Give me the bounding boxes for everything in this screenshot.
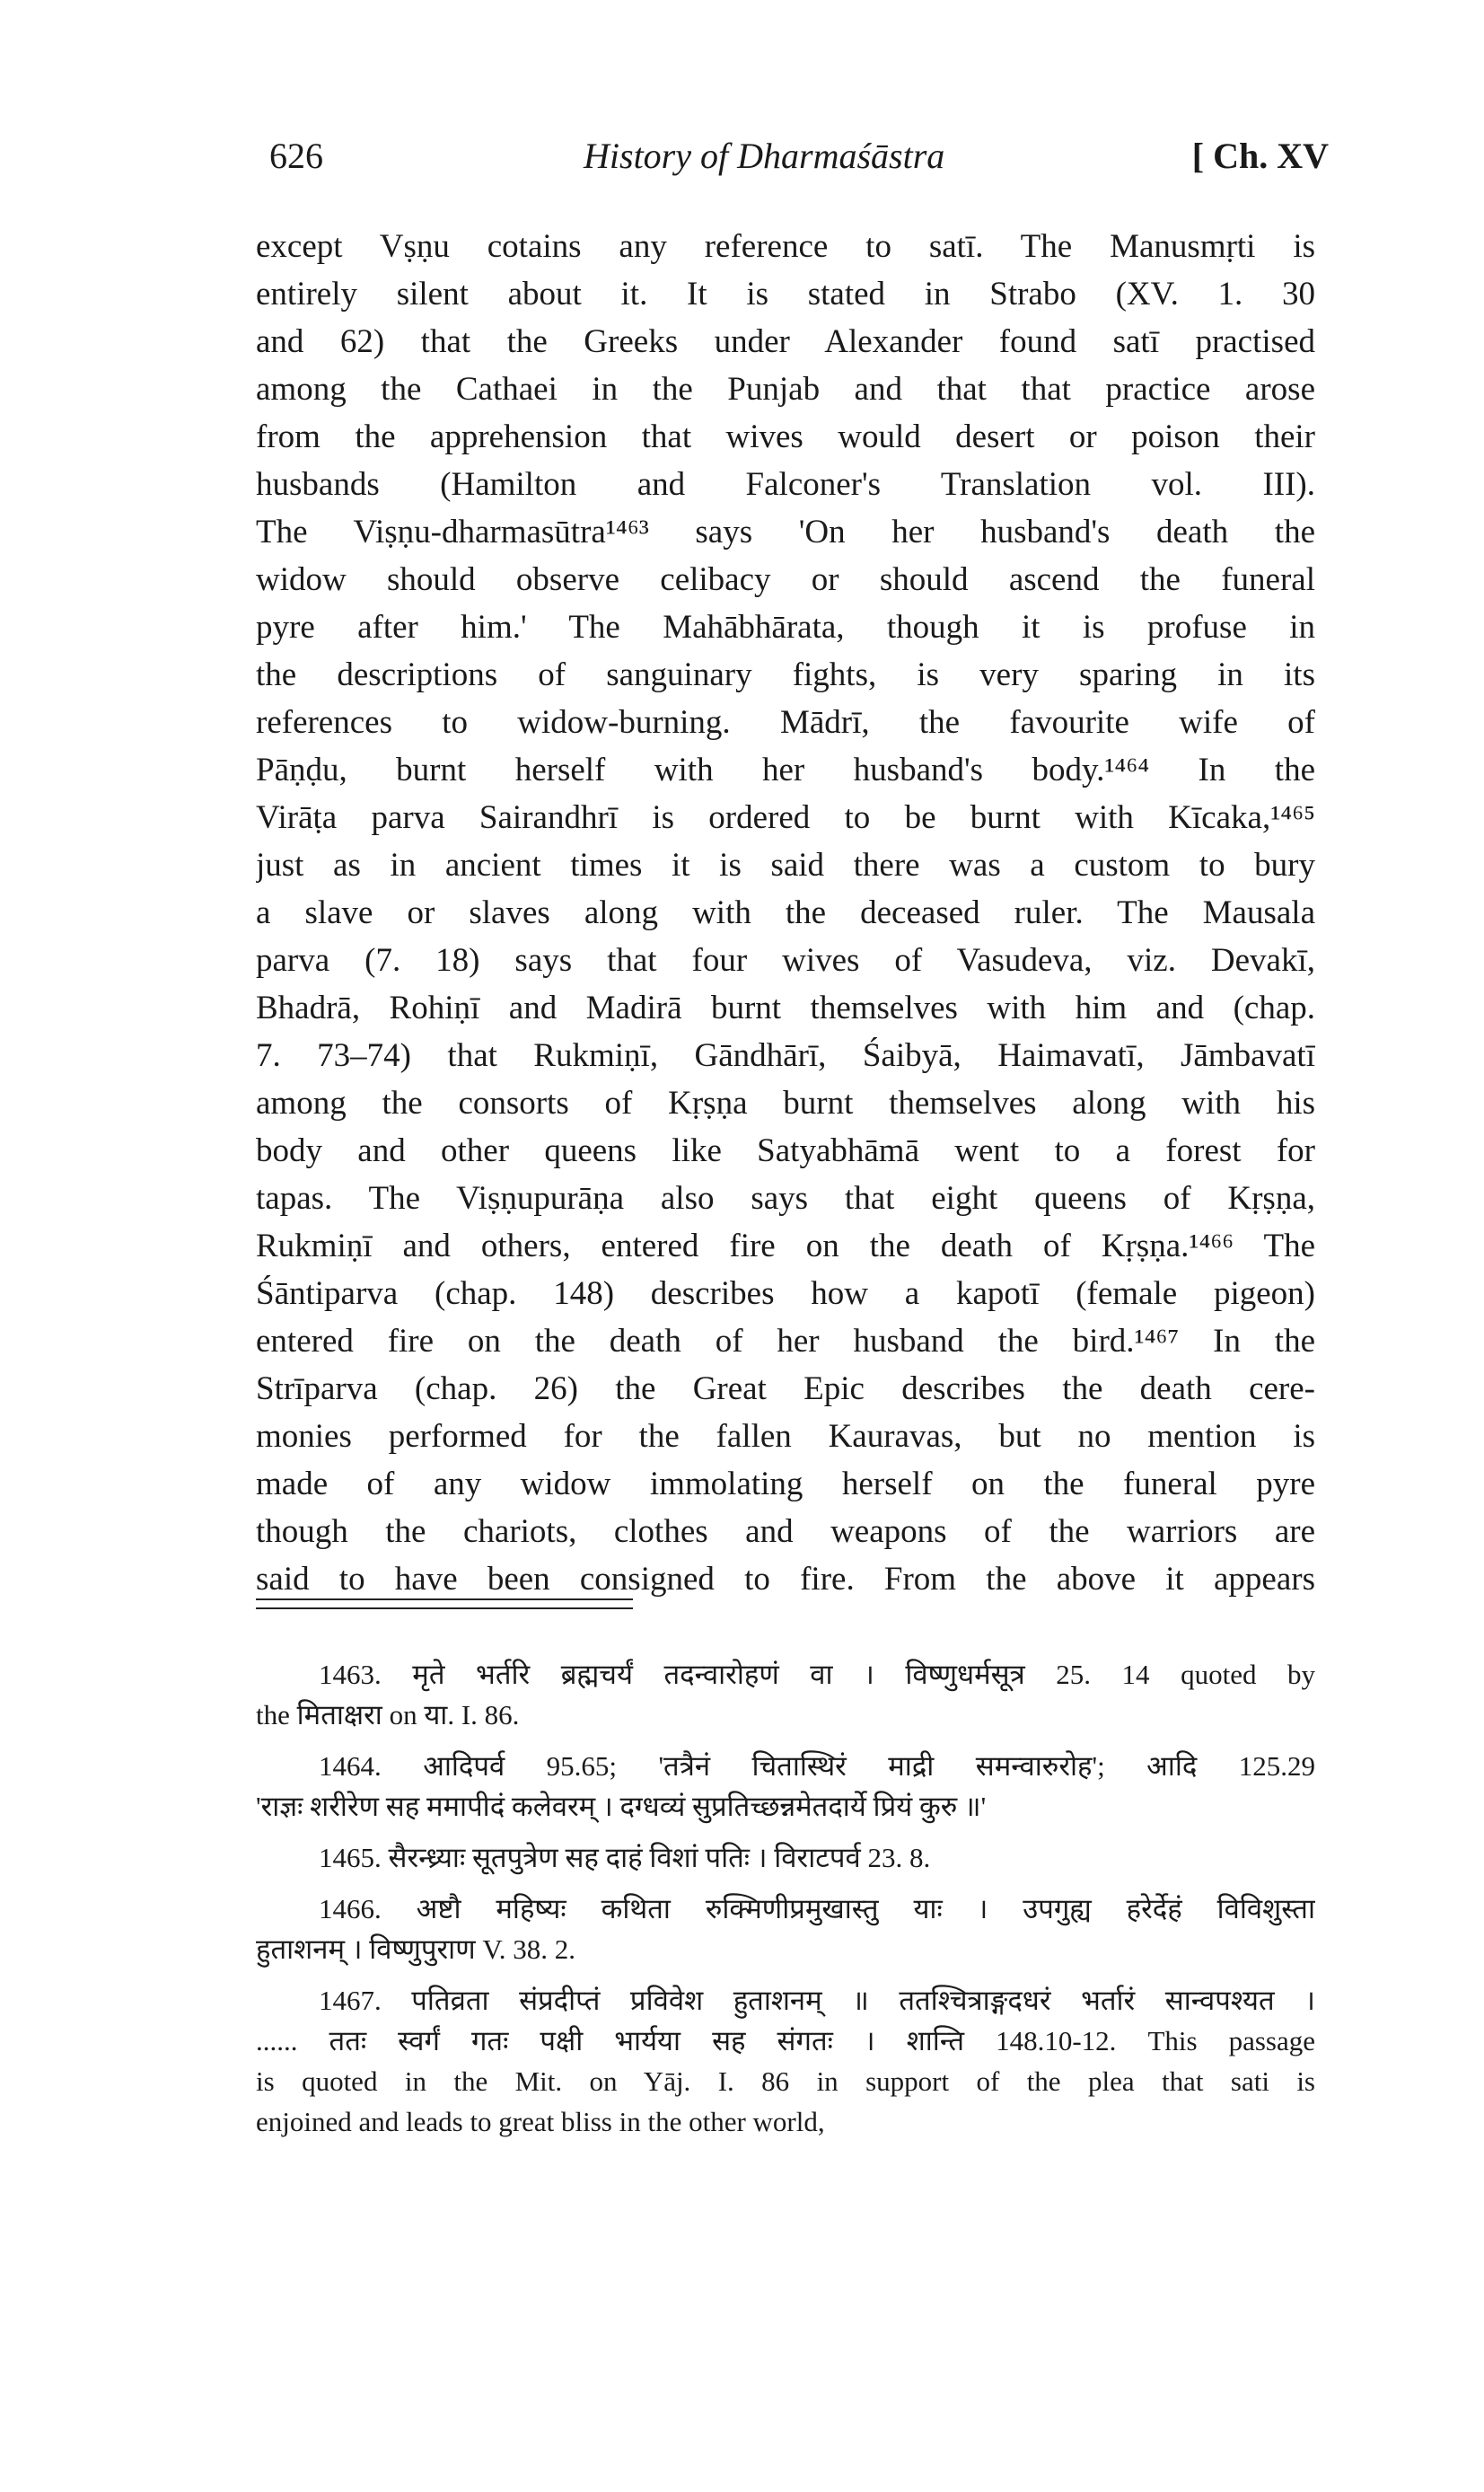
footnote-divider bbox=[256, 1598, 633, 1600]
footnote-divider bbox=[256, 1607, 633, 1609]
body-line: just as in ancient times it is said there was a custom to bury bbox=[256, 847, 1315, 884]
chapter-label: [ Ch. XV bbox=[1191, 136, 1329, 176]
body-line: the descriptions of sanguinary fights, is very sparing in its bbox=[256, 656, 1315, 693]
footnote-1467-line: enjoined and leads to great bliss in the other world, bbox=[256, 2106, 825, 2137]
footnote-1464-line: 'राज्ञः शरीरेण सह ममापीदं कलेवरम् । दग्धव्यं सुप्रतिच्छन्नमेतदार्ये प्रियं कुरु ॥' bbox=[256, 1791, 987, 1822]
body-line: monies performed for the fallen Kauravas, but no mention is bbox=[256, 1418, 1315, 1455]
body-line: 7. 73–74) that Rukmiṇī, Gāndhārī, Śaibyā, Haimavatī, Jāmbavatī bbox=[256, 1037, 1315, 1074]
page-number: 626 bbox=[269, 136, 323, 176]
body-line: Virāṭa parva Sairandhrī is ordered to be burnt with Kīcaka,¹⁴⁶⁵ bbox=[256, 799, 1315, 836]
footnote-1465-line: 1465. सैरन्ध्र्याः सूतपुत्रेण सह दाहं विशां पतिः । विराटपर्व 23. 8. bbox=[319, 1842, 931, 1873]
body-line: parva (7. 18) says that four wives of Vasudeva, viz. Devakī, bbox=[256, 942, 1315, 979]
body-text bbox=[256, 223, 1315, 1603]
body-line: tapas. The Viṣṇupurāṇa also says that eight queens of Kṛṣṇa, bbox=[256, 1180, 1315, 1217]
body-line: made of any widow immolating herself on the funeral pyre bbox=[256, 1466, 1315, 1502]
body-line: references to widow-burning. Mādrī, the favourite wife of bbox=[256, 704, 1315, 741]
footnote-1467-line: 1467. पतिव्रता संप्रदीप्तं प्रविवेश हुताशनम् ॥ ततश्चित्राङ्गदधरं भर्तारं सान्वपश्यत । bbox=[319, 1985, 1315, 2016]
footnote-1466-line: हुताशनम् । विष्णुपुराण V. 38. 2. bbox=[256, 1933, 576, 1965]
body-line: though the chariots, clothes and weapons of the warriors are bbox=[256, 1513, 1315, 1550]
page-header bbox=[269, 135, 1329, 189]
body-line: body and other queens like Satyabhāmā went to a forest for bbox=[256, 1132, 1315, 1169]
body-line: Pāṇḍu, burnt herself with her husband's body.¹⁴⁶⁴ In the bbox=[256, 752, 1315, 788]
body-line: Śāntiparva (chap. 148) describes how a kapotī (female pigeon) bbox=[256, 1275, 1315, 1312]
body-line: among the Cathaei in the Punjab and that that practice arose bbox=[256, 371, 1315, 408]
body-line: among the consorts of Kṛṣṇa burnt themselves along with his bbox=[256, 1085, 1315, 1122]
body-line: Rukmiṇī and others, entered fire on the death of Kṛṣṇa.¹⁴⁶⁶ The bbox=[256, 1228, 1315, 1264]
body-line: Bhadrā, Rohiṇī and Madirā burnt themselves with him and (chap. bbox=[256, 990, 1315, 1026]
footnote-1466-line: 1466. अष्टौ महिष्यः कथिता रुक्मिणीप्रमुखास्तु याः । उपगुह्य हरेर्देहं विविशुस्ता bbox=[319, 1893, 1315, 1924]
footnote-1464-line: 1464. आदिपर्व 95.65; 'तत्रैनं चितास्थिरं माद्री समन्वारुरोह'; आदि 125.29 bbox=[319, 1750, 1315, 1782]
body-line: from the apprehension that wives would desert or poison their bbox=[256, 418, 1315, 455]
footnote-1463-line: 1463. मृते भर्तरि ब्रह्मचर्यं तदन्वारोहणं वा । विष्णुधर्मसूत्र 25. 14 quoted by bbox=[319, 1659, 1315, 1690]
body-line: husbands (Hamilton and Falconer's Translation vol. III). bbox=[256, 466, 1315, 503]
body-line: widow should observe celibacy or should ascend the funeral bbox=[256, 561, 1315, 598]
body-line: a slave or slaves along with the deceased ruler. The Mausala bbox=[256, 894, 1315, 931]
body-line: entirely silent about it. It is stated in Strabo (XV. 1. 30 bbox=[256, 276, 1315, 313]
footnote-1463-line: the मिताक्षरा on या. I. 86. bbox=[256, 1699, 520, 1730]
body-line: except Vṣṇu cotains any reference to satī. The Manusmṛti is bbox=[256, 228, 1315, 265]
footnote-1467-line: ...... ततः स्वर्गं गतः पक्षी भार्यया सह संगतः । शान्ति 148.10-12. This passage bbox=[256, 2025, 1315, 2056]
running-title: History of Dharmaśāstra bbox=[584, 136, 945, 176]
body-line: Strīparva (chap. 26) the Great Epic describes the death cere- bbox=[256, 1370, 1315, 1407]
body-line: said to have been consigned to fire. From the above it appears bbox=[256, 1561, 1315, 1598]
body-line: The Viṣṇu-dharmasūtra¹⁴⁶³ says 'On her husband's death the bbox=[256, 514, 1315, 550]
body-line: entered fire on the death of her husband the bird.¹⁴⁶⁷ In the bbox=[256, 1323, 1315, 1360]
body-line: pyre after him.' The Mahābhārata, though it is profuse in bbox=[256, 609, 1315, 646]
footnote-1467-line: is quoted in the Mit. on Yāj. I. 86 in support of the plea that sati is bbox=[256, 2065, 1315, 2097]
body-line: and 62) that the Greeks under Alexander found satī practised bbox=[256, 323, 1315, 360]
footnotes bbox=[256, 1654, 1315, 2142]
